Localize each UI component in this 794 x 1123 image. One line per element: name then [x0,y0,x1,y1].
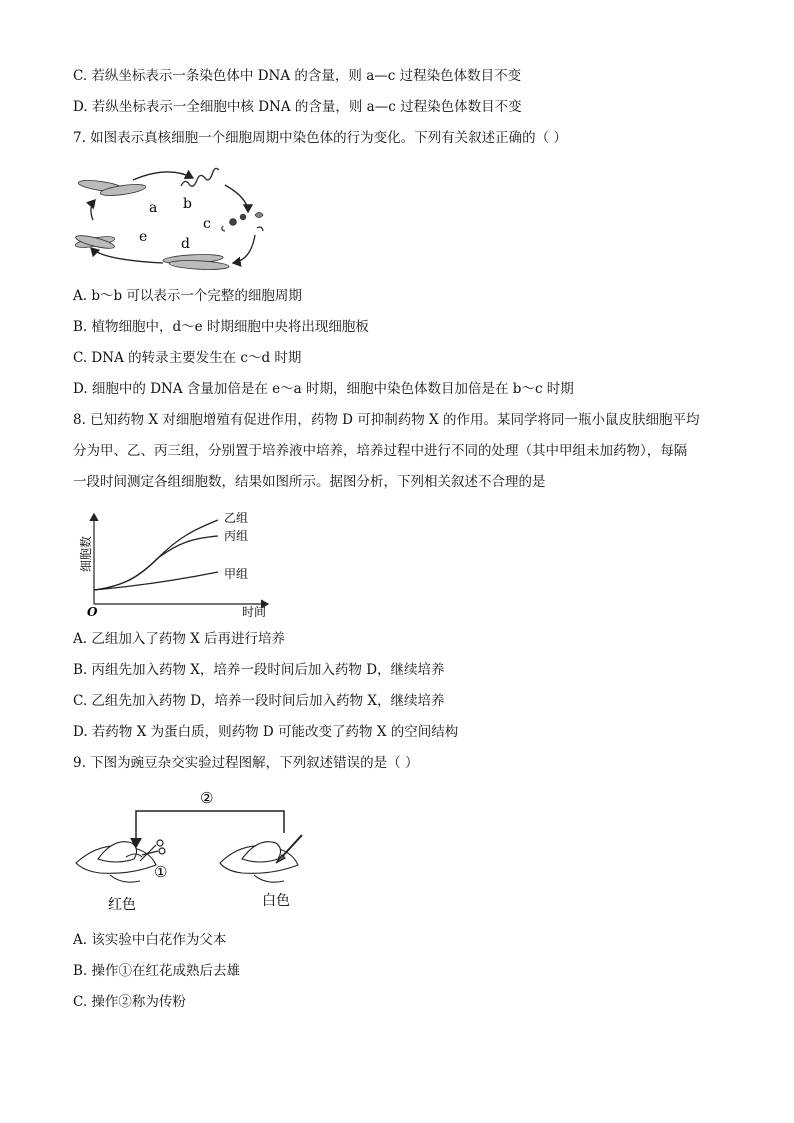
q9-stem: 9. 下图为豌豆杂交实验过程图解，下列叙述错误的是（ ） [73,755,419,771]
growth-chart [78,508,278,620]
series-bing [94,536,218,590]
white-flower-label: 白色 [262,893,290,909]
label-d: d [181,236,190,252]
q7-option-d: D. 细胞中的 DNA 含量加倍是在 e～a 时期，细胞中染色体数目加倍是在 b～c 时期 [73,381,574,397]
operation-1-label: ① [154,863,168,881]
white-flower [220,842,298,882]
q7-stem: 7. 如图表示真核细胞一个细胞周期中染色体的行为变化。下列有关叙述正确的（ ） [73,130,567,146]
pea-cross-figure [70,785,310,915]
q8-option-b: B. 丙组先加入药物 X，培养一段时间后加入药物 D，继续培养 [73,662,445,678]
q7-option-a: A. b～b 可以表示一个完整的细胞周期 [73,288,302,304]
q8-stem-line2: 分为甲、乙、丙三组，分别置于培养液中培养，培养过程中进行不同的处理（其中甲组未加药物），每隔 [73,443,688,459]
label-b: b [183,196,192,212]
legend-bing: 丙组 [224,529,249,543]
q7-option-c: C. DNA 的转录主要发生在 c～d 时期 [73,350,302,366]
q8-option-c: C. 乙组先加入药物 D，培养一段时间后加入药物 X，继续培养 [73,693,445,709]
chromosome-c [222,213,263,232]
label-a: a [149,200,158,216]
series-jia [94,572,218,590]
legend-yi: 乙组 [224,511,249,525]
chromosome-d [163,253,229,271]
q9-option-b: B. 操作①在红花成熟后去雄 [73,963,241,979]
operation-2-label: ② [200,789,214,807]
y-axis-label: 细胞数 [79,535,93,573]
q6-option-d: D. 若纵坐标表示一全细胞中核 DNA 的含量，则 a—c 过程染色体数目不变 [73,99,522,115]
label-c: c [203,216,211,232]
chromosome-a [78,178,147,197]
series-yi [94,520,218,590]
pollination-path [136,811,284,847]
q6-option-c: C. 若纵坐标表示一条染色体中 DNA 的含量，则 a—c 过程染色体数目不变 [73,68,522,84]
q9-option-a: A. 该实验中白花作为父本 [73,932,227,948]
q9-option-c: C. 操作②称为传粉 [73,994,186,1010]
chromatin-b [181,168,219,186]
q8-stem-line1: 8. 已知药物 X 对细胞增殖有促进作用，药物 D 可抑制药物 X 的作用。某同学将同一瓶小鼠皮肤细胞平均 [73,412,700,428]
scissors-icon [140,840,165,861]
chromosome-e [75,233,116,251]
x-axis-label: 时间 [242,605,267,619]
q8-stem-line3: 一段时间测定各组细胞数，结果如图所示。据图分析，下列相关叙述不合理的是 [73,474,546,490]
q8-option-d: D. 若药物 X 为蛋白质，则药物 D 可能改变了药物 X 的空间结构 [73,724,459,740]
cell-cycle-figure [73,160,283,272]
legend-jia: 甲组 [224,567,249,581]
red-flower [76,842,156,882]
q8-option-a: A. 乙组加入了药物 X 后再进行培养 [73,631,286,647]
origin-label: O [87,605,98,619]
label-e: e [139,229,148,245]
red-flower-label: 红色 [108,897,136,913]
q7-option-b: B. 植物细胞中，d～e 时期细胞中央将出现细胞板 [73,319,369,335]
